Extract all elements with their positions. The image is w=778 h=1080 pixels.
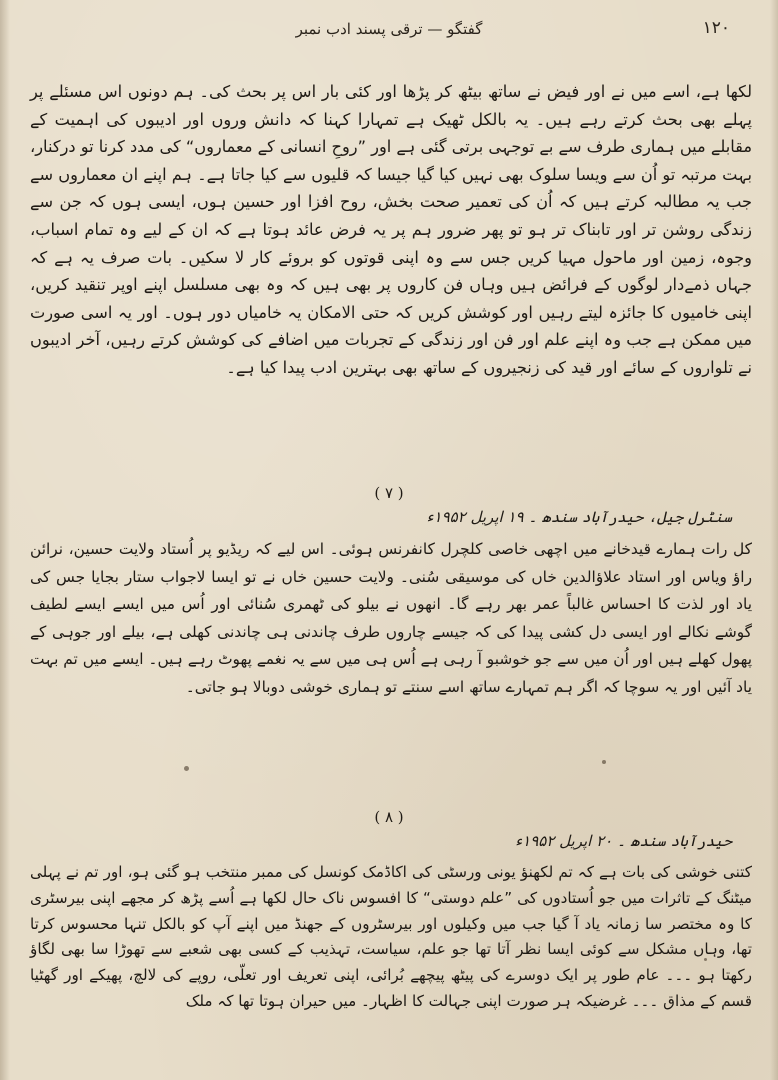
letter-number-8: ( ۸ ) [374, 808, 404, 826]
letter-7-paragraph [30, 536, 752, 702]
letter-number-7: ( ۷ ) [374, 484, 404, 502]
paragraph-text: لکھا ہے، اسے میں نے اور فیض نے ساتھ بیٹھ کر پڑھا اور کئی بار اس پر بحث کی۔ ہم دونوں اس مسئلے پر پہلے بھی بحث کرتے رہے ہیں۔ یہ بالکل ٹھیک ہے تمہارا کہنا کہ دانش وروں اور ادیبوں کی اہمیت کے مقابلے میں ہماری طرف سے بے توجہی برتی گئی ہے اور ”روحِ انسانی کے معماروں“ کی مدد کرنا تو درکنار، بہت مرتبہ تو اُن سے ویسا سلوک بھی نہیں کیا گیا جیسا کہ قلیوں سے کیا جاتا ہے۔ ہم اپنے ان معماروں سے جب یہ مطالبہ کرتے ہیں کہ اُن کی تعمیر صحت بخش، روح افزا اور حسین ہوں، ایسی ہوں کہ جن سے زندگی روشن تر اور تابناک تر ہو تو پھر ضرور ہم پر یہ فرض عائد ہوتا ہے کہ ان کے لیے وہ تمام اسباب، وجوہ، زمین اور ماحول مہیا کریں جس سے وہ اپنی قوتوں کو بروئے کار لا سکیں۔ بات صرف یہ ہے کہ جہاں ذمےدار لوگوں کے فرائض ہیں وہاں فن کاروں پر بھی ہیں کہ وہ بھی مسلسل اپنے اوپر تنقید کریں، اپنی خامیوں کا جائزہ لیتے رہیں اور کوشش کریں کہ حتی الامکان یہ خامیاں دور ہوں۔ اور یہ اسی صورت میں ممکن ہے جب وہ اپنے علم اور فن اور زندگی کے تجربات میں اضافے کی کوشش کرتے رہیں، آخر ادیبوں نے تلواروں کے سائے اور قید کی زنجیروں کے ساتھ بھی بہترین ادب پیدا کیا ہے۔ [30, 82, 752, 377]
ink-speck [704, 958, 707, 961]
ink-speck [602, 760, 606, 764]
running-head: گفتگو — ترقی پسند ادب نمبر [295, 20, 483, 38]
letter-7-dateline: سنٹرل جیل، حیدرآباد سندھ ۔ ۱۹ اپریل ۱۹۵۲ء [426, 508, 732, 526]
page-header [40, 18, 738, 48]
paragraph-text: کتنی خوشی کی بات ہے کہ تم لکھنؤ یونی ورسٹی کی اکاڈمک کونسل کی ممبر منتخب ہو گئی ہو، اور تم نے پہلی میٹنگ کے تاثرات میں جو اُستادوں کی ”علم دوستی“ کا افسوس ناک حال لکھا ہے اُسے پڑھ کر مجھے اپنی بیرسٹری کا وہ مختصر سا زمانہ یاد آ گیا جب میں وکیلوں اور بیرسٹروں کے جھنڈ میں اپنے آپ کو بالکل تنہا محسوس کرتا تھا، وہاں مشکل سے کوئی ایسا نظر آتا تھا جو علم، سیاست، تہذیب کے کسی بھی شعبے سے تھوڑا سا بھی لگاؤ رکھتا ہو ۔۔۔ عام طور پر ایک دوسرے کی پیٹھ پیچھے بُرائی، اپنی تعریف اور تعلّی، روپے کی لالچ، پھیکے اور گھٹیا قسم کے مذاق ۔۔۔ غرضیکہ ہر صورت اپنی جہالت کا اظہار۔ میں حیران ہوتا تھا کہ ملک [30, 863, 752, 1010]
page-number: ۱۲۰ [702, 18, 730, 38]
letter-8-dateline: حیدرآباد سندھ ۔ ۲۰ اپریل ۱۹۵۲ء [515, 832, 732, 850]
paragraph-text: کل رات ہمارے قیدخانے میں اچھی خاصی کلچرل کانفرنس ہوئی۔ اس لیے کہ ریڈیو پر اُستاد ولایت حسین، نرائن راؤ ویاس اور استاد علاؤالدین خاں کی موسیقی سُنی۔ ولایت حسین خاں نے تو ایسا لاجواب ستار بجایا جس کی یاد اور لذت کا احساس غالباً عمر بھر رہے گا۔ انھوں نے بیلو کی ٹھمری سُنائی اور اُس میں ایسے ایسے لطیف گوشے نکالے اور ایسی دل کشی پیدا کی کہ جیسے چاروں طرف چاندنی ہی چاندنی کھلی ہے، بیلے اور جوہی کے پھول کھلے ہیں اور اُن میں سے جو خوشبو آ رہی ہے اُس ہی میں سے یہ نغمے پھوٹ رہے ہیں۔ ایسے میں تم بہت یاد آئیں اور یہ سوچا کہ اگر ہم تمہارے ساتھ اسے سنتے تو ہماری خوشی دوبالا ہو جاتی۔ [30, 540, 752, 696]
letter-continuation-paragraph [30, 78, 752, 382]
ink-speck [184, 766, 189, 771]
letter-8-paragraph [30, 860, 752, 1015]
